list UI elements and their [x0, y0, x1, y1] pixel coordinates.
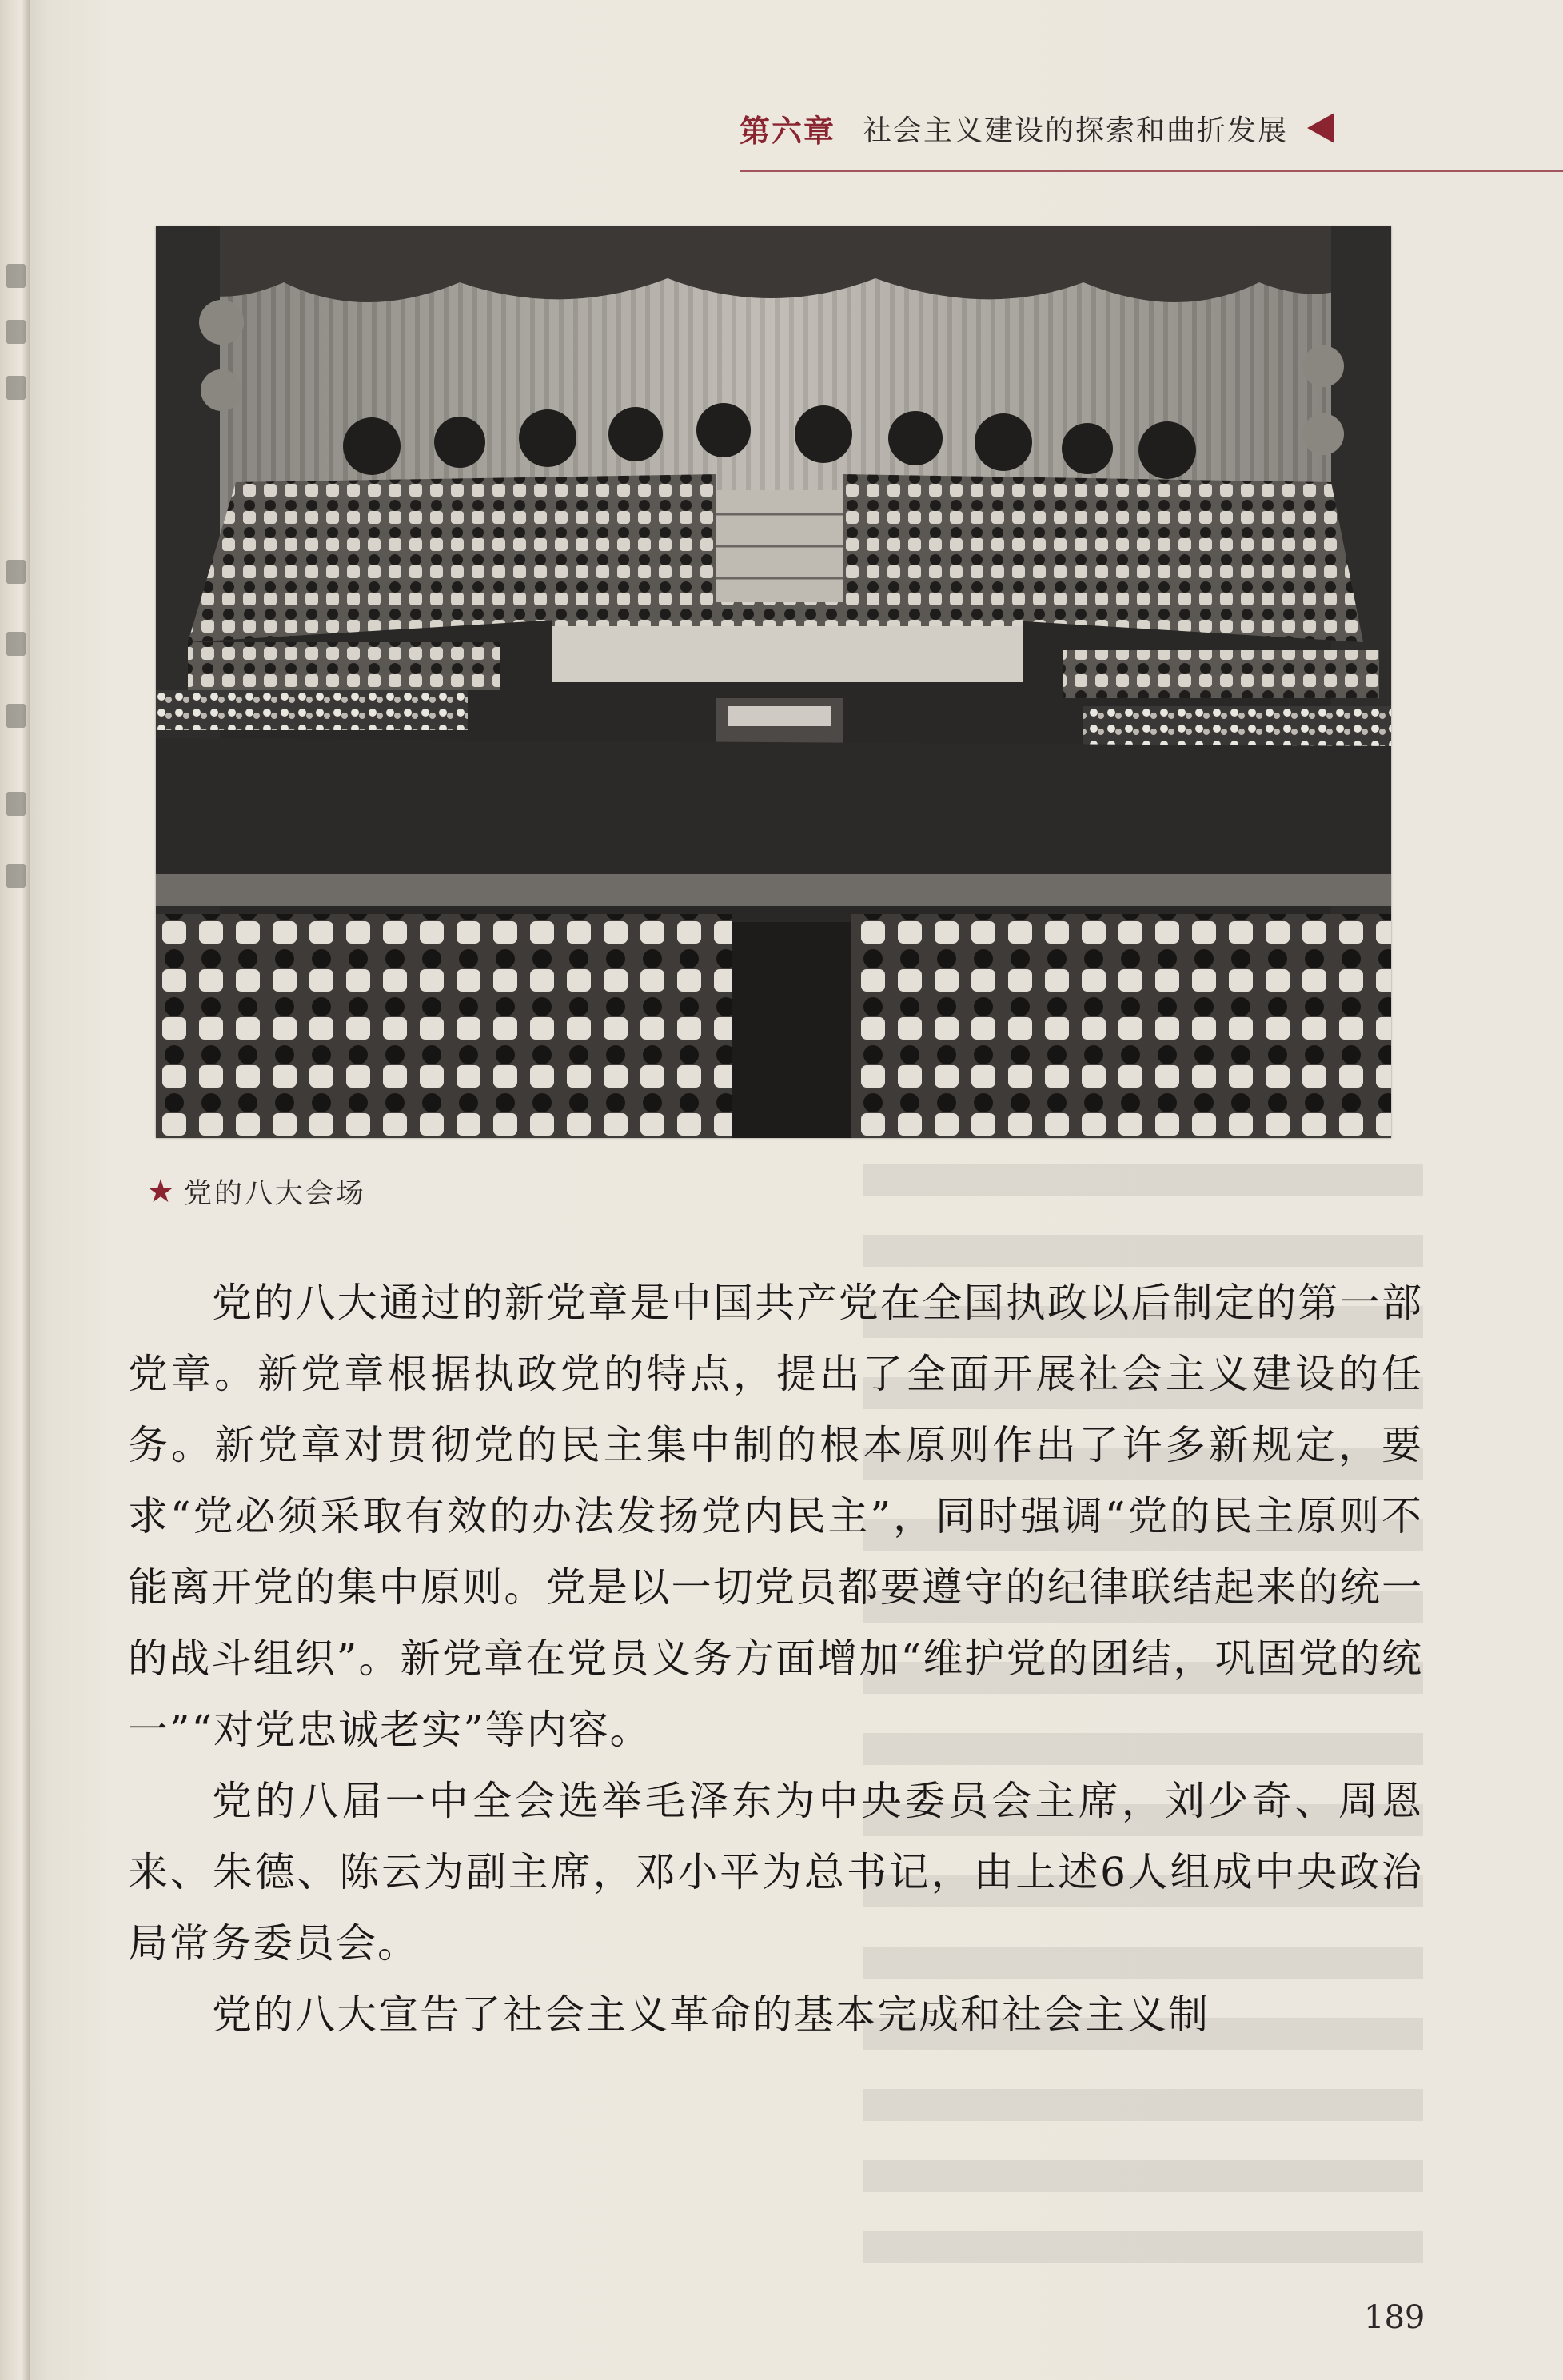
- photo-caption: [146, 1169, 366, 1214]
- paragraph: 党的八大宣告了社会主义革命的基本完成和社会主义制: [212, 1991, 1210, 2038]
- previous-page-edge: [0, 0, 30, 2380]
- star-icon: ★: [146, 1173, 177, 1210]
- running-head: [740, 104, 1334, 152]
- triangle-marker-icon: [1307, 113, 1334, 143]
- hall-photo-drawing: [156, 226, 1391, 1138]
- paragraph: 党的八届一中全会选举毛泽东为中央委员会主席，刘少奇、周恩来、朱德、陈云为副主席，邓小平为总书记，由上述6人组成中央政治局常务委员会。: [128, 1778, 1423, 1967]
- chapter-number: 第六章: [740, 113, 836, 149]
- body-text: [128, 1268, 1423, 2051]
- hall-photo: [156, 226, 1391, 1138]
- chapter-title: 社会主义建设的探索和曲折发展: [863, 114, 1289, 147]
- header-rule: [740, 170, 1563, 172]
- page-number: 189: [1364, 2299, 1425, 2336]
- caption-text: 党的八大会场: [183, 1178, 366, 1210]
- paragraph: 党的八大通过的新党章是中国共产党在全国执政以后制定的第一部党章。新党章根据执政党的特点，提出了全面开展社会主义建设的任务。新党章对贯彻党的民主集中制的根本原则作出了许多新规定，要求“党必须采取有效的办法发扬党内民主”，同时强调“党的民主原则不能离开党的集中原则。党是以一切党员都要遵守的纪律联结起来的统一的战斗组织”。新党章在党员义务方面增加“维护党的团结，巩固党的统一”“对党忠诚老实”等内容。: [128, 1280, 1423, 1753]
